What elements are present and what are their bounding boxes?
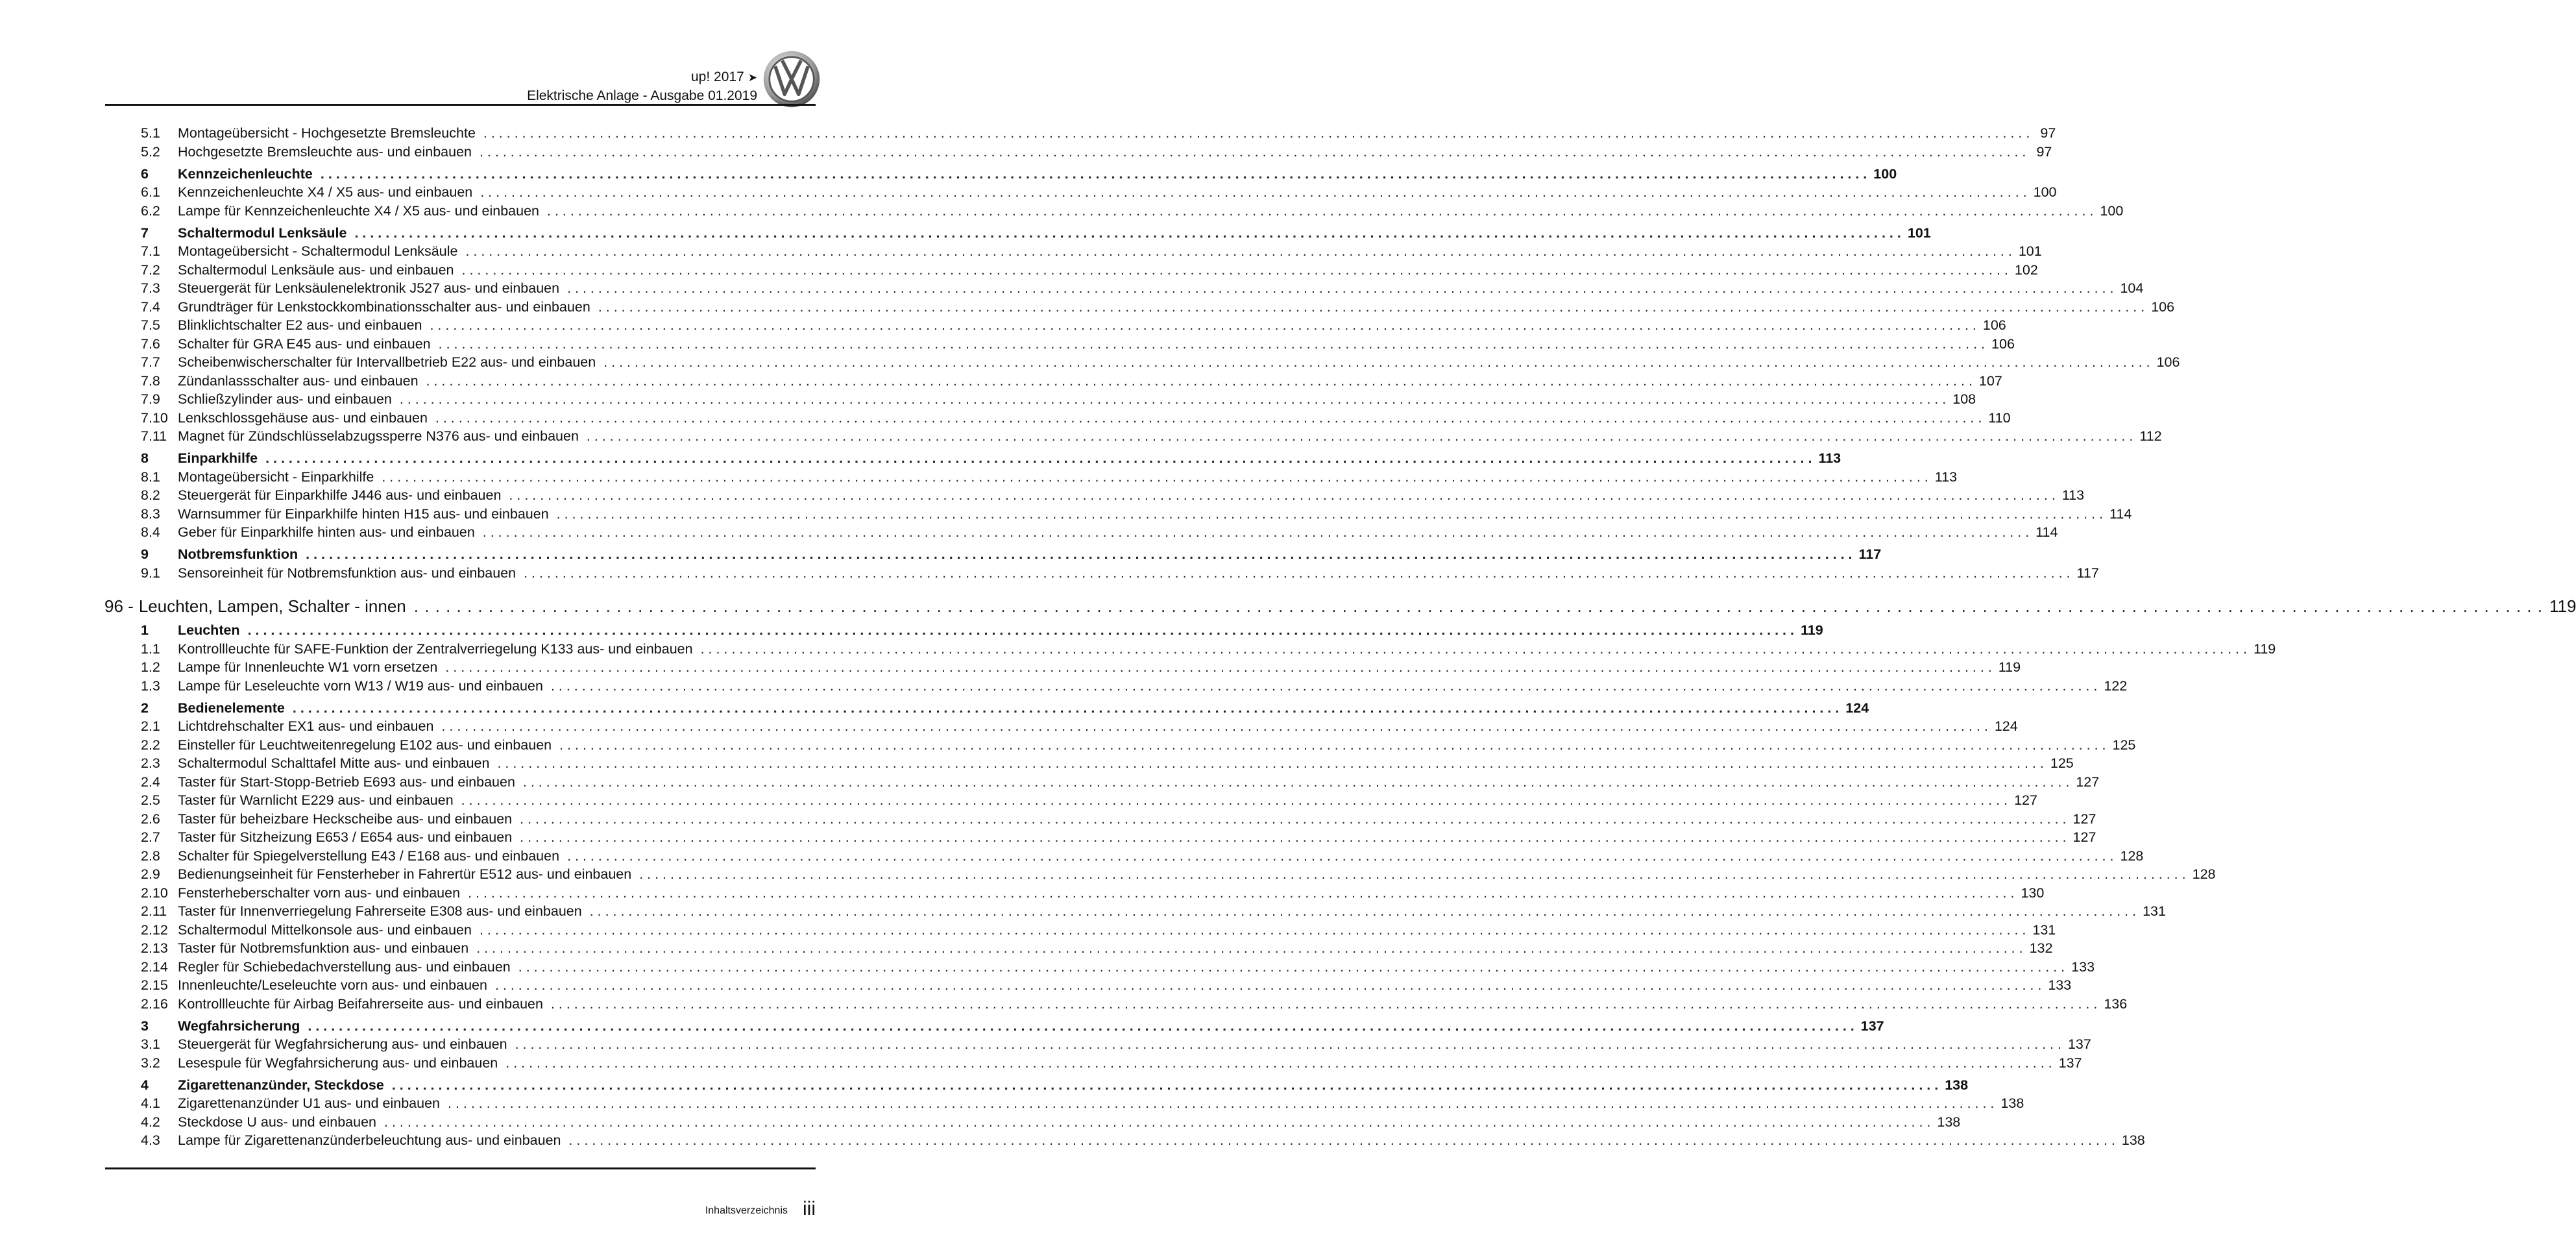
toc-number: 3.2 (141, 1055, 160, 1071)
toc-page: 132 (2029, 940, 2053, 956)
toc-dot-leader: . . . . . . . . . . . . . . . . . . . . . . . . . . . . . . . . . . . . . . . . . . . . . . . . . . . . . . . . . . . . . . . . . . . . . . . . . . . . . . . . . . . . . . . . . . . . . . . . . . . . . . . . . . . . . . . . . . . . . . . . . . . . . . . . . . . . . . . . . . . . . . . . . . . . . . . . . . . . . . . . . . . . . . . . . . . . . . . . . . . . . . . . . . . . . . . . . . . . . . . . (520, 811, 2067, 827)
toc-entry-sub[interactable] (104, 995, 2128, 1014)
toc-title: Lenkschlossgehäuse aus- und einbauen (178, 409, 428, 426)
toc-entry-sub[interactable] (104, 658, 2021, 677)
toc-title: Kennzeichenleuchte (178, 165, 313, 182)
toc-dot-leader: . . . . . . . . . . . . . . . . . . . . . . . . . . . . . . . . . . . . . . . . . . . . . . . . . . . . . . . . . . . . . . . . . . . . . . . . . . . . . . . . . . . . . . . . . . . . . . . . . . . . . . . . . . . . . . . . . . . . . . . . . . . . . . . . . . . . . . . . . . . . . . . . . . . . . . . . . . . . . . . . . . . . . . . . . . . . . . . . . . . . . . . . . . . . . . . . . . . . . . . . (518, 959, 2065, 975)
toc-entry-section[interactable] (104, 224, 1931, 243)
toc-number: 4.3 (141, 1132, 160, 1148)
toc-dot-leader: . . . . . . . . . . . . . . . . . . . . . . . . . . . . . . . . . . . . . . . . . . . . . . . . . . . . . . . . . . . . . . . . . . . . . . . . . . . . . . . . . . . . . . . . . . . . . . . . . . . . . . . . . . . . . . . . . . . . . . . . . . . . . . . . . . . . . . . . . . . . . . . . . . . . . . . . . . . . . . . . . . . . . . . . . . . . . . . . . . . . . . . . . . . . . . . . . . . . . . . . (482, 524, 2030, 540)
toc-page: 133 (2071, 959, 2095, 975)
toc-dot-leader: . . . . . . . . . . . . . . . . . . . . . . . . . . . . . . . . . . . . . . . . . . . . . . . . . . . . . . . . . . . . . . . . . . . . . . . . . . . . . . . . . . . . . . . . . . . . . . . . . . . . . . . . . . . . . . . . . . . . . . . . . . . . . . . . . . . . . . . . . . . . . . . . . . . . . . . . . . . . . . . . . . . . . . . . . . . . . . . . . . . . . . . . . . . . . . . . . . . . . . . . (556, 506, 2104, 522)
toc-title: Sensoreinheit für Notbremsfunktion aus- und einbauen (178, 565, 516, 581)
toc-dot-leader: . . . . . . . . . . . . . . . . . . . . . . . . . . . . . . . . . . . . . . . . . . . . . . . . . . . . . . . . . . . . . . . . . . . . . . . . . . . . . . . . . . . . . . . . . . . . . . . . . . . . . . . . . . . . . . . . . . . . . . . . . . . . . . . . . . . . . . . . . . . . . . . . . . . . . . . . . . . . . . . . . . . . . . . . . . . . . . . . . . . . . . . . . . . . . . . . . . . . . . . . (465, 243, 2012, 259)
toc-page: 97 (2040, 125, 2056, 141)
header-model (691, 69, 757, 85)
toc-entry-sub[interactable] (104, 791, 2037, 810)
toc-entry-sub[interactable] (104, 486, 2085, 505)
toc-dot-leader: . . . . . . . . . . . . . . . . . . . . . . . . . . . . . . . . . . . . . . . . . . . . . . . . . . . . . . . . . . . . . . . . . . . . . . . . . . . . . . . . . . . . . . . . . . . . . . . . . . . . . . . . . . . . . . . . . . . . . . . . . . . . . . . . . . . . . . . . . . . . . . . . . . . . . . . . . . . . . . . . . . . . . . . . . . . . . . . . . . . . . . . . . . . . . . . . . . . . . . . . (461, 262, 2008, 278)
toc-page: 108 (1952, 391, 1976, 407)
toc-number: 1.3 (141, 678, 160, 694)
toc-entry-section[interactable] (104, 449, 1841, 468)
model-text: up! 2017 (691, 69, 744, 84)
table-of-contents (104, 124, 2576, 1150)
toc-title: Montageübersicht - Einparkhilfe (178, 469, 374, 485)
toc-number: 7.7 (141, 354, 160, 370)
toc-dot-leader: . . . . . . . . . . . . . . . . . . . . . . . . . . . . . . . . . . . . . . . . . . . . . . . . . . . . . . . . . . . . . . . . . . . . . . . . . . . . . . . . . . . . . . . . . . . . . . . . . . . . . . . . . . . . . . . . . . . . . . . . . . . . . . . . . . . . . . . . . . . . . . . . . . . . . . . . . . . . . . . . . . . . . . . . . . . . . . . . . . . . . . . . . . . . . . . . . . . . . . . . (509, 487, 2056, 503)
header-rule (105, 104, 816, 106)
toc-page: 119 (1998, 659, 2021, 675)
toc-number: 3 (141, 1018, 149, 1034)
toc-page: 97 (2036, 143, 2052, 160)
toc-number: 2.11 (141, 903, 167, 919)
toc-number: 7.2 (141, 262, 160, 278)
toc-entry-sub[interactable] (104, 409, 2011, 428)
toc-dot-leader: . . . . . . . . . . . . . . . . . . . . . . . . . . . . . . . . . . . . . . . . . . . . . . . . . . . . . . . . . . . . . . . . . . . . . . . . . . . . . . . . . . . . . . . . . . . . . . . . . . . . . . . . . . . . . . . . . . . . . . . . . . . . . . . . . . . . . . . . . . . . . . . . . . . . . . . . . . . . . . . . . . . . . . . . . . . . . . . . . . . . . . . . . . . . . . . . . . . . . . . . (320, 165, 1867, 182)
toc-title: Taster für Notbremsfunktion aus- und einbauen (178, 940, 469, 956)
toc-number: 7.1 (141, 243, 160, 259)
toc-number: 9.1 (141, 565, 160, 581)
toc-number: 7.11 (141, 428, 167, 444)
toc-dot-leader: . . . . . . . . . . . . . . . . . . . . . . . . . . . . . . . . . . . . . . . . . . . . . . . . . . . . . . . . . . . . . . . . . . . . . . . . . . . . . . . . . . . . . . . . . . . . . . . . . . . . . . . . . . . . . . . . . . . . . . . . . . . . . . . . . . . . . . . . . . . . . . . . . . . . . . . . . . . . . . . . . . . . . . . . . . . . . . . . . . . . . . . . . . . . . . . . . . . . . . . . (568, 1132, 2115, 1148)
toc-page: 107 (1978, 373, 2002, 389)
toc-title: Grundträger für Lenkstockkombinationsschalter aus- und einbauen (178, 299, 590, 315)
toc-entry-sub[interactable] (104, 828, 2096, 847)
toc-dot-leader: . . . . . . . . . . . . . . . . . . . . . . . . . . . . . . . . . . . . . . . . . . . . . . . . . . . . . . . . . . . . . . . . . . . . . . . . . . . . . . . . . . . . . . . . . . . . . . . . . . . . . . . . . . . . . . . . . . . . . . . . . . . . . . . . . . . . . . . . . . . . . . . . . . . . . . . . . . . . . . . . . . . . . . . . . . . . . . . . . . . . . . . . . . . . . . . . . . . . . . . . (445, 659, 1992, 675)
toc-page: 131 (2143, 903, 2166, 919)
toc-page: 104 (2120, 280, 2144, 296)
toc-page: 106 (2156, 354, 2180, 370)
toc-dot-leader: . . . . . . . . . . . . . . . . . . . . . . . . . . . . . . . . . . . . . . . . . . . . . . . . . . . . . . . . . . . . . . . . . . . . . . . . . . . . . . . . . . . . . . . . . . . . . . . . . . . . . . . . . . . . . . . . . . . . . . . . . . . . . . . . . . . . . . . . . . . . . . . . . . . . . . . . . . . . . . . . . . . . . . . . . . . . . . . . . . . . . . . . . . . . . . . . . . . . . . . . (639, 866, 2186, 882)
toc-title: Zündanlassschalter aus- und einbauen (178, 373, 419, 389)
toc-number: 2.9 (141, 866, 160, 882)
toc-number: 7.3 (141, 280, 160, 296)
toc-page: 138 (2000, 1095, 2024, 1111)
toc-number: 1.1 (141, 641, 160, 657)
toc-dot-leader: . . . . . . . . . . . . . . . . . . . . . . . . . . . . . . . . . . . . . . . . . . . . . . . . . . . . . . . . . . . . . . . . . . . . . . . . . . . . . . . . . . . . . . . . . . . . . . . . . . . . . . . . . . . . . . . . . . . . . . . . . . . . . . . . . . . . . . . . . . . . . . . . . . . . . . . . . . . . . . . . . . . . . . . . . . . . . . . . . . . . . . . . . . . . . . . . . . . . . . . . (547, 202, 2094, 219)
toc-page: 136 (2104, 996, 2128, 1012)
toc-number: 8.1 (141, 469, 160, 485)
toc-entry-sub[interactable] (104, 202, 2124, 221)
toc-number: 2.7 (141, 829, 160, 845)
toc-page: 124 (1994, 718, 2018, 734)
toc-title: Zigarettenanzünder, Steckdose (178, 1077, 384, 1093)
toc-entry-sub[interactable] (104, 847, 2144, 866)
toc-entry-sub[interactable] (104, 261, 2038, 280)
toc-page: 100 (2033, 184, 2057, 200)
toc-dot-leader: . . . . . . . . . . . . . . . . . . . . . . . . . . . . . . . . . . . . . . . . . . . . . . . . . . . . . . . . . . . . . . . . . . . . . . . . . . . . . . . . . . . . . . . . . . . . . . . . . . . . . . . . . . . . . . . . . . . . . . . . . . . . . . . . . . . . . . . . . . . . . . . . . . . . . . . . . . . . . . . . . . . . . . . . . . . . . . . . . . . . . . . . . . . . . . . . . . . . . . . . (520, 829, 2067, 845)
toc-page: 127 (2014, 792, 2037, 808)
toc-entry-sub[interactable] (104, 564, 2099, 583)
toc-dot-leader: . . . . . . . . . . . . . . . . . . . . . . . . . . . . . . . . . . . . . . . . . . . . . . . . . . . . . . . . . . . . . . . . . . . . . . . . . . . . . . . . . . . . . . . . . . . . . . . . . . . . . . . . . . . . . . . . . . . . . . . . . . . . . . . . . . . . . . . . . . . . . . . . . . . . . . . . . . . . . . . . . . . . . . . . . . . . . . . . . . . . . . . . . . . . . . . . . . . . . . . . (603, 354, 2150, 370)
toc-page: 128 (2120, 848, 2144, 864)
toc-number: 7 (141, 225, 149, 241)
toc-dot-leader: . . . . . . . . . . . . . . . . . . . . . . . . . . . . . . . . . . . . . . . . . . . . . . . . . . . . . . . . . . . . . . . . . . . . . . . . . . . . . . . . . . . . . . . . . . . . . . . . . . . . . . . . . . . . . . . . . . . . . . . . . . . . . . . . . . . . . . . . . . . . . . . . . . . . . . . . . . . . . . . . . . . . . . . . . . . . . . . . . . . . . . . . . . . . . . . . . . . . . . . . (413, 596, 2543, 616)
toc-title: Steuergerät für Wegfahrsicherung aus- und einbauen (178, 1036, 507, 1052)
toc-number: 2.13 (141, 940, 168, 956)
toc-entry-sub[interactable] (104, 810, 2096, 829)
toc-number: 5.1 (141, 125, 160, 141)
toc-title: Innenleuchte/Leseleuchte vorn aus- und einbauen (178, 977, 487, 993)
toc-entry-sub[interactable] (104, 754, 2074, 773)
toc-title: Montageübersicht - Hochgesetzte Bremsleuchte (178, 125, 476, 141)
toc-entry-sub[interactable] (104, 736, 2136, 755)
toc-title: Lichtdrehschalter EX1 aus- und einbauen (178, 718, 434, 734)
toc-entry-sub[interactable] (104, 773, 2100, 792)
toc-number: 4.2 (141, 1114, 160, 1130)
toc-page: 119 (2253, 641, 2276, 657)
toc-dot-leader: . . . . . . . . . . . . . . . . . . . . . . . . . . . . . . . . . . . . . . . . . . . . . . . . . . . . . . . . . . . . . . . . . . . . . . . . . . . . . . . . . . . . . . . . . . . . . . . . . . . . . . . . . . . . . . . . . . . . . . . . . . . . . . . . . . . . . . . . . . . . . . . . . . . . . . . . . . . . . . . . . . . . . . . . . . . . . . . . . . . . . . . . . . . . . . . . . . . . . . . . (308, 1018, 1854, 1034)
toc-number: 2.15 (141, 977, 168, 993)
toc-entry-sub[interactable] (104, 505, 2132, 524)
toc-entry-sub[interactable] (104, 717, 2018, 736)
toc-dot-leader: . . . . . . . . . . . . . . . . . . . . . . . . . . . . . . . . . . . . . . . . . . . . . . . . . . . . . . . . . . . . . . . . . . . . . . . . . . . . . . . . . . . . . . . . . . . . . . . . . . . . . . . . . . . . . . . . . . . . . . . . . . . . . . . . . . . . . . . . . . . . . . . . . . . . . . . . . . . . . . . . . . . . . . . . . . . . . . . . . . . . . . . . . . . . . . . . . . . . . . . . (435, 409, 1982, 426)
toc-title: Schaltermodul Mittelkonsole aus- und einbauen (178, 922, 472, 938)
toc-page: 133 (2048, 977, 2072, 993)
toc-dot-leader: . . . . . . . . . . . . . . . . . . . . . . . . . . . . . . . . . . . . . . . . . . . . . . . . . . . . . . . . . . . . . . . . . . . . . . . . . . . . . . . . . . . . . . . . . . . . . . . . . . . . . . . . . . . . . . . . . . . . . . . . . . . . . . . . . . . . . . . . . . . . . . . . . . . . . . . . . . . . . . . . . . . . . . . . . . . . . . . . . . . . . . . . . . . . . . . . . . . . . . . . (441, 718, 1988, 734)
toc-title: Wegfahrsicherung (178, 1018, 300, 1034)
toc-entry-sub[interactable] (104, 183, 2057, 202)
toc-title: Fensterheberschalter vorn aus- und einbauen (178, 885, 461, 901)
toc-number: 6.2 (141, 202, 160, 219)
toc-dot-leader: . . . . . . . . . . . . . . . . . . . . . . . . . . . . . . . . . . . . . . . . . . . . . . . . . . . . . . . . . . . . . . . . . . . . . . . . . . . . . . . . . . . . . . . . . . . . . . . . . . . . . . . . . . . . . . . . . . . . . . . . . . . . . . . . . . . . . . . . . . . . . . . . . . . . . . . . . . . . . . . . . . . . . . . . . . . . . . . . . . . . . . . . . . . . . . . . . . . . . . . . (354, 225, 1901, 241)
toc-title: Blinklichtschalter E2 aus- und einbauen (178, 317, 422, 333)
toc-entry-sub[interactable] (104, 468, 1958, 487)
toc-title: Warnsummer für Einparkhilfe hinten H15 aus- und einbauen (178, 506, 549, 522)
toc-entry-sub[interactable] (104, 316, 2006, 335)
toc-number: 2.10 (141, 885, 168, 901)
toc-dot-leader: . . . . . . . . . . . . . . . . . . . . . . . . . . . . . . . . . . . . . . . . . . . . . . . . . . . . . . . . . . . . . . . . . . . . . . . . . . . . . . . . . . . . . . . . . . . . . . . . . . . . . . . . . . . . . . . . . . . . . . . . . . . . . . . . . . . . . . . . . . . . . . . . . . . . . . . . . . . . . . . . . . . . . . . . . . . . . . . . . . . . . . . . . . . . . . . . . . . . . . . . (476, 940, 2023, 956)
toc-dot-leader: . . . . . . . . . . . . . . . . . . . . . . . . . . . . . . . . . . . . . . . . . . . . . . . . . . . . . . . . . . . . . . . . . . . . . . . . . . . . . . . . . . . . . . . . . . . . . . . . . . . . . . . . . . . . . . . . . . . . . . . . . . . . . . . . . . . . . . . . . . . . . . . . . . . . . . . . . . . . . . . . . . . . . . . . . . . . . . . . . . . . . . . . . . . . . . . . . . . . . . . . (426, 373, 1973, 389)
toc-title: Leuchten, Lampen, Schalter - innen (138, 596, 406, 616)
toc-number: 3.1 (141, 1036, 160, 1052)
toc-page: 119 (2549, 596, 2576, 616)
toc-entry-section[interactable] (104, 1076, 1969, 1095)
toc-number: 7.9 (141, 391, 160, 407)
toc-title: Bedienelemente (178, 700, 285, 716)
toc-page: 127 (2072, 811, 2096, 827)
toc-number: 2.3 (141, 755, 160, 771)
toc-dot-leader: . . . . . . . . . . . . . . . . . . . . . . . . . . . . . . . . . . . . . . . . . . . . . . . . . . . . . . . . . . . . . . . . . . . . . . . . . . . . . . . . . . . . . . . . . . . . . . . . . . . . . . . . . . . . . . . . . . . . . . . . . . . . . . . . . . . . . . . . . . . . . . . . . . . . . . . . . . . . . . . . . . . . . . . . . . . . . . . . . . . . . . . . . . . . . . . . . . . . . . . . (479, 922, 2026, 938)
toc-title: Montageübersicht - Schaltermodul Lenksäule (178, 243, 458, 259)
toc-page: 113 (1818, 450, 1841, 466)
toc-title: Schaltermodul Lenksäule aus- und einbauen (178, 262, 454, 278)
toc-title: Scheibenwischerschalter für Intervallbetrieb E22 aus- und einbauen (178, 354, 596, 370)
toc-dot-leader: . . . . . . . . . . . . . . . . . . . . . . . . . . . . . . . . . . . . . . . . . . . . . . . . . . . . . . . . . . . . . . . . . . . . . . . . . . . . . . . . . . . . . . . . . . . . . . . . . . . . . . . . . . . . . . . . . . . . . . . . . . . . . . . . . . . . . . . . . . . . . . . . . . . . . . . . . . . . . . . . . . . . . . . . . . . . . . . . . . . . . . . . . . . . . . . . . . . . . . . . (524, 565, 2071, 581)
toc-page: 137 (1860, 1018, 1884, 1034)
toc-entry-sub[interactable] (104, 124, 2056, 143)
toc-entry-section[interactable] (104, 621, 1823, 640)
toc-entry-sub[interactable] (104, 1035, 2091, 1054)
toc-page: 127 (2072, 829, 2096, 845)
toc-title: Taster für Sitzheizung E653 / E654 aus- und einbauen (178, 829, 513, 845)
toc-page: 102 (2014, 262, 2038, 278)
toc-dot-leader: . . . . . . . . . . . . . . . . . . . . . . . . . . . . . . . . . . . . . . . . . . . . . . . . . . . . . . . . . . . . . . . . . . . . . . . . . . . . . . . . . . . . . . . . . . . . . . . . . . . . . . . . . . . . . . . . . . . . . . . . . . . . . . . . . . . . . . . . . . . . . . . . . . . . . . . . . . . . . . . . . . . . . . . . . . . . . . . . . . . . . . . . . . . . . . . . . . . . . . . . (306, 546, 1853, 562)
toc-dot-leader: . . . . . . . . . . . . . . . . . . . . . . . . . . . . . . . . . . . . . . . . . . . . . . . . . . . . . . . . . . . . . . . . . . . . . . . . . . . . . . . . . . . . . . . . . . . . . . . . . . . . . . . . . . . . . . . . . . . . . . . . . . . . . . . . . . . . . . . . . . . . . . . . . . . . . . . . . . . . . . . . . . . . . . . . . . . . . . . . . . . . . . . . . . . . . . . . . . . . . . . . (567, 280, 2114, 296)
toc-number: 2.4 (141, 774, 160, 790)
toc-number: 2.1 (141, 718, 160, 734)
toc-number: 1 (141, 622, 149, 638)
toc-title: Kontrollleuchte für Airbag Beifahrerseite aus- und einbauen (178, 996, 543, 1012)
page-number: iii (803, 1198, 816, 1219)
toc-entry-sub[interactable] (104, 353, 2180, 372)
toc-dot-leader: . . . . . . . . . . . . . . . . . . . . . . . . . . . . . . . . . . . . . . . . . . . . . . . . . . . . . . . . . . . . . . . . . . . . . . . . . . . . . . . . . . . . . . . . . . . . . . . . . . . . . . . . . . . . . . . . . . . . . . . . . . . . . . . . . . . . . . . . . . . . . . . . . . . . . . . . . . . . . . . . . . . . . . . . . . . . . . . . . . . . . . . . . . . . . . . . . . . . . . . . (391, 1077, 1939, 1093)
toc-entry-sub[interactable] (104, 677, 2128, 696)
toc-dot-leader: . . . . . . . . . . . . . . . . . . . . . . . . . . . . . . . . . . . . . . . . . . . . . . . . . . . . . . . . . . . . . . . . . . . . . . . . . . . . . . . . . . . . . . . . . . . . . . . . . . . . . . . . . . . . . . . . . . . . . . . . . . . . . . . . . . . . . . . . . . . . . . . . . . . . . . . . . . . . . . . . . . . . . . . . . . . . . . . . . . . . . . . . . . . . . . . . . . . . . . . . (384, 1114, 1931, 1130)
toc-title: Notbremsfunktion (178, 546, 298, 562)
toc-entry-sub[interactable] (104, 523, 2058, 542)
toc-page: 125 (2112, 737, 2136, 753)
toc-page: 138 (2121, 1132, 2145, 1148)
toc-page: 128 (2192, 866, 2216, 882)
toc-title: Lampe für Innenleuchte W1 vorn ersetzen (178, 659, 438, 675)
toc-page: 124 (1845, 700, 1869, 716)
toc-title: Kontrollleuchte für SAFE-Funktion der Zentralverriegelung K133 aus- und einbauen (178, 641, 693, 657)
toc-number: 2.2 (141, 737, 160, 753)
toc-number: 7.6 (141, 336, 160, 352)
toc-entry-sub[interactable] (104, 242, 2042, 261)
toc-number: 6.1 (141, 184, 160, 200)
toc-dot-leader: . . . . . . . . . . . . . . . . . . . . . . . . . . . . . . . . . . . . . . . . . . . . . . . . . . . . . . . . . . . . . . . . . . . . . . . . . . . . . . . . . . . . . . . . . . . . . . . . . . . . . . . . . . . . . . . . . . . . . . . . . . . . . . . . . . . . . . . . . . . . . . . . . . . . . . . . . . . . . . . . . . . . . . . . . . . . . . . . . . . . . . . . . . . . . . . . . . . . . . . . (265, 450, 1812, 466)
toc-dot-leader: . . . . . . . . . . . . . . . . . . . . . . . . . . . . . . . . . . . . . . . . . . . . . . . . . . . . . . . . . . . . . . . . . . . . . . . . . . . . . . . . . . . . . . . . . . . . . . . . . . . . . . . . . . . . . . . . . . . . . . . . . . . . . . . . . . . . . . . . . . . . . . . . . . . . . . . . . . . . . . . . . . . . . . . . . . . . . . . . . . . . . . . . . . . . . . . . . . . . . . . . (292, 700, 1840, 716)
toc-dot-leader: . . . . . . . . . . . . . . . . . . . . . . . . . . . . . . . . . . . . . . . . . . . . . . . . . . . . . . . . . . . . . . . . . . . . . . . . . . . . . . . . . . . . . . . . . . . . . . . . . . . . . . . . . . . . . . . . . . . . . . . . . . . . . . . . . . . . . . . . . . . . . . . . . . . . . . . . . . . . . . . . . . . . . . . . . . . . . . . . . . . . . . . . . . . . . . . . . . . . . . . . (247, 622, 1794, 638)
toc-dot-leader: . . . . . . . . . . . . . . . . . . . . . . . . . . . . . . . . . . . . . . . . . . . . . . . . . . . . . . . . . . . . . . . . . . . . . . . . . . . . . . . . . . . . . . . . . . . . . . . . . . . . . . . . . . . . . . . . . . . . . . . . . . . . . . . . . . . . . . . . . . . . . . . . . . . . . . . . . . . . . . . . . . . . . . . . . . . . . . . . . . . . . . . . . . . . . . . . . . . . . . . . (700, 641, 2247, 657)
toc-entry-sub[interactable] (104, 939, 2053, 958)
toc-page: 101 (1907, 225, 1931, 241)
toc-entry-sub[interactable] (104, 976, 2072, 995)
toc-page: 100 (1873, 165, 1897, 182)
toc-number: 5.2 (141, 143, 160, 160)
toc-dot-leader: . . . . . . . . . . . . . . . . . . . . . . . . . . . . . . . . . . . . . . . . . . . . . . . . . . . . . . . . . . . . . . . . . . . . . . . . . . . . . . . . . . . . . . . . . . . . . . . . . . . . . . . . . . . . . . . . . . . . . . . . . . . . . . . . . . . . . . . . . . . . . . . . . . . . . . . . . . . . . . . . . . . . . . . . . . . . . . . . . . . . . . . . . . . . . . . . . . . . . . . . (461, 792, 2008, 808)
toc-number: 8.3 (141, 506, 160, 522)
toc-dot-leader: . . . . . . . . . . . . . . . . . . . . . . . . . . . . . . . . . . . . . . . . . . . . . . . . . . . . . . . . . . . . . . . . . . . . . . . . . . . . . . . . . . . . . . . . . . . . . . . . . . . . . . . . . . . . . . . . . . . . . . . . . . . . . . . . . . . . . . . . . . . . . . . . . . . . . . . . . . . . . . . . . . . . . . . . . . . . . . . . . . . . . . . . . . . . . . . . . . . . . . . . (468, 885, 2015, 901)
toc-page: 112 (2139, 428, 2162, 444)
toc-title: Leuchten (178, 622, 240, 638)
toc-number: 9 (141, 546, 149, 562)
toc-dot-leader: . . . . . . . . . . . . . . . . . . . . . . . . . . . . . . . . . . . . . . . . . . . . . . . . . . . . . . . . . . . . . . . . . . . . . . . . . . . . . . . . . . . . . . . . . . . . . . . . . . . . . . . . . . . . . . . . . . . . . . . . . . . . . . . . . . . . . . . . . . . . . . . . . . . . . . . . . . . . . . . . . . . . . . . . . . . . . . . . . . . . . . . . . . . . . . . . . . . . . . . . (598, 299, 2145, 315)
toc-title: Schalter für Spiegelverstellung E43 / E168 aus- und einbauen (178, 848, 560, 864)
toc-page: 113 (1934, 469, 1958, 485)
toc-title: Steuergerät für Einparkhilfe J446 aus- und einbauen (178, 487, 502, 503)
toc-number: 2.6 (141, 811, 160, 827)
toc-title: Geber für Einparkhilfe hinten aus- und einbauen (178, 524, 475, 540)
toc-number: 7.8 (141, 373, 160, 389)
toc-number: 2.16 (141, 996, 168, 1012)
toc-number: 6 (141, 165, 149, 182)
toc-entry-sub[interactable] (104, 335, 2015, 354)
vw-logo-icon (762, 50, 821, 108)
toc-page: 130 (2021, 885, 2045, 901)
toc-number: 4 (141, 1077, 149, 1093)
toc-dot-leader: . . . . . . . . . . . . . . . . . . . . . . . . . . . . . . . . . . . . . . . . . . . . . . . . . . . . . . . . . . . . . . . . . . . . . . . . . . . . . . . . . . . . . . . . . . . . . . . . . . . . . . . . . . . . . . . . . . . . . . . . . . . . . . . . . . . . . . . . . . . . . . . . . . . . . . . . . . . . . . . . . . . . . . . . . . . . . . . . . . . . . . . . . . . . . . . . . . . . . . . . (550, 996, 2098, 1012)
toc-dot-leader: . . . . . . . . . . . . . . . . . . . . . . . . . . . . . . . . . . . . . . . . . . . . . . . . . . . . . . . . . . . . . . . . . . . . . . . . . . . . . . . . . . . . . . . . . . . . . . . . . . . . . . . . . . . . . . . . . . . . . . . . . . . . . . . . . . . . . . . . . . . . . . . . . . . . . . . . . . . . . . . . . . . . . . . . . . . . . . . . . . . . . . . . . . . . . . . . . . . . . . . . (505, 1055, 2052, 1071)
toc-entry-section[interactable] (104, 545, 1882, 564)
toc-title: Schaltermodul Schalttafel Mitte aus- und einbauen (178, 755, 490, 771)
toc-dot-leader: . . . . . . . . . . . . . . . . . . . . . . . . . . . . . . . . . . . . . . . . . . . . . . . . . . . . . . . . . . . . . . . . . . . . . . . . . . . . . . . . . . . . . . . . . . . . . . . . . . . . . . . . . . . . . . . . . . . . . . . . . . . . . . . . . . . . . . . . . . . . . . . . . . . . . . . . . . . . . . . . . . . . . . . . . . . . . . . . . . . . . . . . . . . . . . . . . . . . . . . . (522, 774, 2070, 790)
toc-number: 2.8 (141, 848, 160, 864)
toc-entry-sub[interactable] (104, 427, 2162, 446)
toc-entry-sub[interactable] (104, 1054, 2082, 1073)
toc-entry-sub[interactable] (104, 921, 2056, 940)
toc-dot-leader: . . . . . . . . . . . . . . . . . . . . . . . . . . . . . . . . . . . . . . . . . . . . . . . . . . . . . . . . . . . . . . . . . . . . . . . . . . . . . . . . . . . . . . . . . . . . . . . . . . . . . . . . . . . . . . . . . . . . . . . . . . . . . . . . . . . . . . . . . . . . . . . . . . . . . . . . . . . . . . . . . . . . . . . . . . . . . . . . . . . . . . . . . . . . . . . . . . . . . . . . (515, 1036, 2061, 1052)
footer-label: Inhaltsverzeichnis (705, 1205, 788, 1216)
header-subtitle: Elektrische Anlage - Ausgabe 01.2019 (527, 88, 757, 103)
toc-dot-leader: . . . . . . . . . . . . . . . . . . . . . . . . . . . . . . . . . . . . . . . . . . . . . . . . . . . . . . . . . . . . . . . . . . . . . . . . . . . . . . . . . . . . . . . . . . . . . . . . . . . . . . . . . . . . . . . . . . . . . . . . . . . . . . . . . . . . . . . . . . . . . . . . . . . . . . . . . . . . . . . . . . . . . . . . . . . . . . . . . . . . . . . . . . . . . . . . . . . . . . . . (448, 1095, 1995, 1111)
toc-entry-sub[interactable] (104, 902, 2166, 921)
toc-page: 131 (2032, 922, 2056, 938)
toc-page: 125 (2050, 755, 2074, 771)
toc-dot-leader: . . . . . . . . . . . . . . . . . . . . . . . . . . . . . . . . . . . . . . . . . . . . . . . . . . . . . . . . . . . . . . . . . . . . . . . . . . . . . . . . . . . . . . . . . . . . . . . . . . . . . . . . . . . . . . . . . . . . . . . . . . . . . . . . . . . . . . . . . . . . . . . . . . . . . . . . . . . . . . . . . . . . . . . . . . . . . . . . . . . . . . . . . . . . . . . . . . . . . . . . (438, 336, 1986, 352)
toc-page: 106 (2151, 299, 2175, 315)
toc-title: Bedienungseinheit für Fensterheber in Fahrertür E512 aus- und einbauen (178, 866, 632, 882)
toc-number: 4.1 (141, 1095, 160, 1111)
toc-entry-sub[interactable] (104, 958, 2095, 977)
toc-dot-leader: . . . . . . . . . . . . . . . . . . . . . . . . . . . . . . . . . . . . . . . . . . . . . . . . . . . . . . . . . . . . . . . . . . . . . . . . . . . . . . . . . . . . . . . . . . . . . . . . . . . . . . . . . . . . . . . . . . . . . . . . . . . . . . . . . . . . . . . . . . . . . . . . . . . . . . . . . . . . . . . . . . . . . . . . . . . . . . . . . . . . . . . . . . . . . . . . . . . . . . . . (550, 678, 2098, 694)
toc-entry-sub[interactable] (104, 884, 2045, 903)
toc-page: 137 (2067, 1036, 2091, 1052)
toc-entry-sub[interactable] (104, 1113, 1961, 1132)
toc-page: 117 (2076, 565, 2099, 581)
toc-title: Schalter für GRA E45 aus- und einbauen (178, 336, 431, 352)
toc-number: 8.2 (141, 487, 160, 503)
toc-title: Einsteller für Leuchtweitenregelung E102 aus- und einbauen (178, 737, 552, 753)
toc-page: 119 (1800, 622, 1823, 638)
toc-page: 114 (2035, 524, 2058, 540)
toc-title: Kennzeichenleuchte X4 / X5 aus- und einbauen (178, 184, 473, 200)
toc-dot-leader: . . . . . . . . . . . . . . . . . . . . . . . . . . . . . . . . . . . . . . . . . . . . . . . . . . . . . . . . . . . . . . . . . . . . . . . . . . . . . . . . . . . . . . . . . . . . . . . . . . . . . . . . . . . . . . . . . . . . . . . . . . . . . . . . . . . . . . . . . . . . . . . . . . . . . . . . . . . . . . . . . . . . . . . . . . . . . . . . . . . . . . . . . . . . . . . . . . . . . . . . (589, 903, 2137, 919)
toc-title: Zigarettenanzünder U1 aus- und einbauen (178, 1095, 441, 1111)
toc-dot-leader: . . . . . . . . . . . . . . . . . . . . . . . . . . . . . . . . . . . . . . . . . . . . . . . . . . . . . . . . . . . . . . . . . . . . . . . . . . . . . . . . . . . . . . . . . . . . . . . . . . . . . . . . . . . . . . . . . . . . . . . . . . . . . . . . . . . . . . . . . . . . . . . . . . . . . . . . . . . . . . . . . . . . . . . . . . . . . . . . . . . . . . . . . . . . . . . . . . . . . . . . (483, 125, 2030, 141)
toc-title: Lesespule für Wegfahrsicherung aus- und einbauen (178, 1055, 498, 1071)
toc-number: 2 (141, 700, 149, 716)
toc-title: Lampe für Kennzeichenleuchte X4 / X5 aus- und einbauen (178, 202, 540, 219)
toc-page: 106 (1991, 336, 2015, 352)
toc-number: 7.4 (141, 299, 160, 315)
toc-page: 122 (2104, 678, 2128, 694)
toc-entry-section[interactable] (104, 1017, 1884, 1036)
toc-dot-leader: . . . . . . . . . . . . . . . . . . . . . . . . . . . . . . . . . . . . . . . . . . . . . . . . . . . . . . . . . . . . . . . . . . . . . . . . . . . . . . . . . . . . . . . . . . . . . . . . . . . . . . . . . . . . . . . . . . . . . . . . . . . . . . . . . . . . . . . . . . . . . . . . . . . . . . . . . . . . . . . . . . . . . . . . . . . . . . . . . . . . . . . . . . . . . . . . . . . . . . . . (479, 143, 2026, 160)
toc-number: 8 (141, 450, 149, 466)
toc-title: Taster für Warnlicht E229 aus- und einbauen (178, 792, 454, 808)
toc-title: Lampe für Zigarettenanzünderbeleuchtung aus- und einbauen (178, 1132, 561, 1148)
toc-page: 100 (2100, 202, 2124, 219)
toc-page: 127 (2076, 774, 2100, 790)
toc-title: Hochgesetzte Bremsleuchte aus- und einbauen (178, 143, 472, 160)
toc-dot-leader: . . . . . . . . . . . . . . . . . . . . . . . . . . . . . . . . . . . . . . . . . . . . . . . . . . . . . . . . . . . . . . . . . . . . . . . . . . . . . . . . . . . . . . . . . . . . . . . . . . . . . . . . . . . . . . . . . . . . . . . . . . . . . . . . . . . . . . . . . . . . . . . . . . . . . . . . . . . . . . . . . . . . . . . . . . . . . . . . . . . . . . . . . . . . . . . . . . . . . . . . (480, 184, 2027, 200)
toc-entry-sub[interactable] (104, 865, 2216, 884)
toc-number: 2.12 (141, 922, 168, 938)
toc-title: Taster für Innenverriegelung Fahrerseite E308 aus- und einbauen (178, 903, 582, 919)
toc-entry-sub[interactable] (104, 1131, 2145, 1150)
toc-dot-leader: . . . . . . . . . . . . . . . . . . . . . . . . . . . . . . . . . . . . . . . . . . . . . . . . . . . . . . . . . . . . . . . . . . . . . . . . . . . . . . . . . . . . . . . . . . . . . . . . . . . . . . . . . . . . . . . . . . . . . . . . . . . . . . . . . . . . . . . . . . . . . . . . . . . . . . . . . . . . . . . . . . . . . . . . . . . . . . . . . . . . . . . . . . . . . . . . . . . . . . . . (497, 755, 2044, 771)
toc-title: Lampe für Leseleuchte vorn W13 / W19 aus- und einbauen (178, 678, 543, 694)
toc-page: 137 (2058, 1055, 2082, 1071)
toc-dot-leader: . . . . . . . . . . . . . . . . . . . . . . . . . . . . . . . . . . . . . . . . . . . . . . . . . . . . . . . . . . . . . . . . . . . . . . . . . . . . . . . . . . . . . . . . . . . . . . . . . . . . . . . . . . . . . . . . . . . . . . . . . . . . . . . . . . . . . . . . . . . . . . . . . . . . . . . . . . . . . . . . . . . . . . . . . . . . . . . . . . . . . . . . . . . . . . . . . . . . . . . . (399, 391, 1947, 407)
toc-entry-section[interactable] (104, 165, 1897, 184)
toc-entry-sub[interactable] (104, 372, 2002, 391)
toc-dot-leader: . . . . . . . . . . . . . . . . . . . . . . . . . . . . . . . . . . . . . . . . . . . . . . . . . . . . . . . . . . . . . . . . . . . . . . . . . . . . . . . . . . . . . . . . . . . . . . . . . . . . . . . . . . . . . . . . . . . . . . . . . . . . . . . . . . . . . . . . . . . . . . . . . . . . . . . . . . . . . . . . . . . . . . . . . . . . . . . . . . . . . . . . . . . . . . . . . . . . . . . . (567, 848, 2114, 864)
toc-title: Schließzylinder aus- und einbauen (178, 391, 392, 407)
toc-page: 106 (1982, 317, 2006, 333)
toc-title: Taster für beheizbare Heckscheibe aus- und einbauen (178, 811, 513, 827)
toc-page: 110 (1988, 409, 2011, 426)
toc-page: 138 (1945, 1077, 1969, 1093)
toc-entry-sub[interactable] (104, 298, 2175, 317)
toc-number: 7.5 (141, 317, 160, 333)
toc-entry-section[interactable] (104, 699, 1869, 718)
toc-title: Steuergerät für Lenksäulenelektronik J527 aus- und einbauen (178, 280, 560, 296)
toc-dot-leader: . . . . . . . . . . . . . . . . . . . . . . . . . . . . . . . . . . . . . . . . . . . . . . . . . . . . . . . . . . . . . . . . . . . . . . . . . . . . . . . . . . . . . . . . . . . . . . . . . . . . . . . . . . . . . . . . . . . . . . . . . . . . . . . . . . . . . . . . . . . . . . . . . . . . . . . . . . . . . . . . . . . . . . . . . . . . . . . . . . . . . . . . . . . . . . . . . . . . . . . . (586, 428, 2133, 444)
toc-entry-sub[interactable] (104, 1094, 2024, 1113)
toc-entry-sub[interactable] (104, 279, 2144, 298)
toc-dot-leader: . . . . . . . . . . . . . . . . . . . . . . . . . . . . . . . . . . . . . . . . . . . . . . . . . . . . . . . . . . . . . . . . . . . . . . . . . . . . . . . . . . . . . . . . . . . . . . . . . . . . . . . . . . . . . . . . . . . . . . . . . . . . . . . . . . . . . . . . . . . . . . . . . . . . . . . . . . . . . . . . . . . . . . . . . . . . . . . . . . . . . . . . . . . . . . . . . . . . . . . . (559, 737, 2106, 753)
toc-title: Schaltermodul Lenksäule (178, 225, 347, 241)
toc-page: 138 (1937, 1114, 1961, 1130)
toc-entry-chapter[interactable] (104, 595, 2576, 617)
toc-entry-sub[interactable] (104, 143, 2052, 162)
toc-dot-leader: . . . . . . . . . . . . . . . . . . . . . . . . . . . . . . . . . . . . . . . . . . . . . . . . . . . . . . . . . . . . . . . . . . . . . . . . . . . . . . . . . . . . . . . . . . . . . . . . . . . . . . . . . . . . . . . . . . . . . . . . . . . . . . . . . . . . . . . . . . . . . . . . . . . . . . . . . . . . . . . . . . . . . . . . . . . . . . . . . . . . . . . . . . . . . . . . . . . . . . . . (430, 317, 1976, 333)
footer-rule (105, 1167, 816, 1169)
toc-number: 2.5 (141, 792, 160, 808)
toc-title: Regler für Schiebedachverstellung aus- und einbauen (178, 959, 511, 975)
toc-entry-sub[interactable] (104, 640, 2276, 659)
arrow-right-icon: ➤ (747, 71, 757, 84)
toc-title: Magnet für Zündschlüsselabzugssperre N376 aus- und einbauen (178, 428, 579, 444)
toc-dot-leader: . . . . . . . . . . . . . . . . . . . . . . . . . . . . . . . . . . . . . . . . . . . . . . . . . . . . . . . . . . . . . . . . . . . . . . . . . . . . . . . . . . . . . . . . . . . . . . . . . . . . . . . . . . . . . . . . . . . . . . . . . . . . . . . . . . . . . . . . . . . . . . . . . . . . . . . . . . . . . . . . . . . . . . . . . . . . . . . . . . . . . . . . . . . . . . . . . . . . . . . . (494, 977, 2042, 993)
toc-page: 101 (2018, 243, 2042, 259)
toc-number: 2.14 (141, 959, 168, 975)
toc-page: 114 (2109, 506, 2132, 522)
toc-page: 117 (1858, 546, 1882, 562)
toc-dot-leader: . . . . . . . . . . . . . . . . . . . . . . . . . . . . . . . . . . . . . . . . . . . . . . . . . . . . . . . . . . . . . . . . . . . . . . . . . . . . . . . . . . . . . . . . . . . . . . . . . . . . . . . . . . . . . . . . . . . . . . . . . . . . . . . . . . . . . . . . . . . . . . . . . . . . . . . . . . . . . . . . . . . . . . . . . . . . . . . . . . . . . . . . . . . . . . . . . . . . . . . . (382, 469, 1928, 485)
toc-number: 7.10 (141, 409, 168, 426)
toc-page: 113 (2061, 487, 2085, 503)
toc-number: 96 - (104, 596, 134, 616)
toc-number: 1.2 (141, 659, 160, 675)
toc-title: Einparkhilfe (178, 450, 258, 466)
toc-number: 8.4 (141, 524, 160, 540)
toc-title: Taster für Start-Stopp-Betrieb E693 aus- und einbauen (178, 774, 515, 790)
toc-title: Steckdose U aus- und einbauen (178, 1114, 376, 1130)
toc-entry-sub[interactable] (104, 390, 1976, 409)
